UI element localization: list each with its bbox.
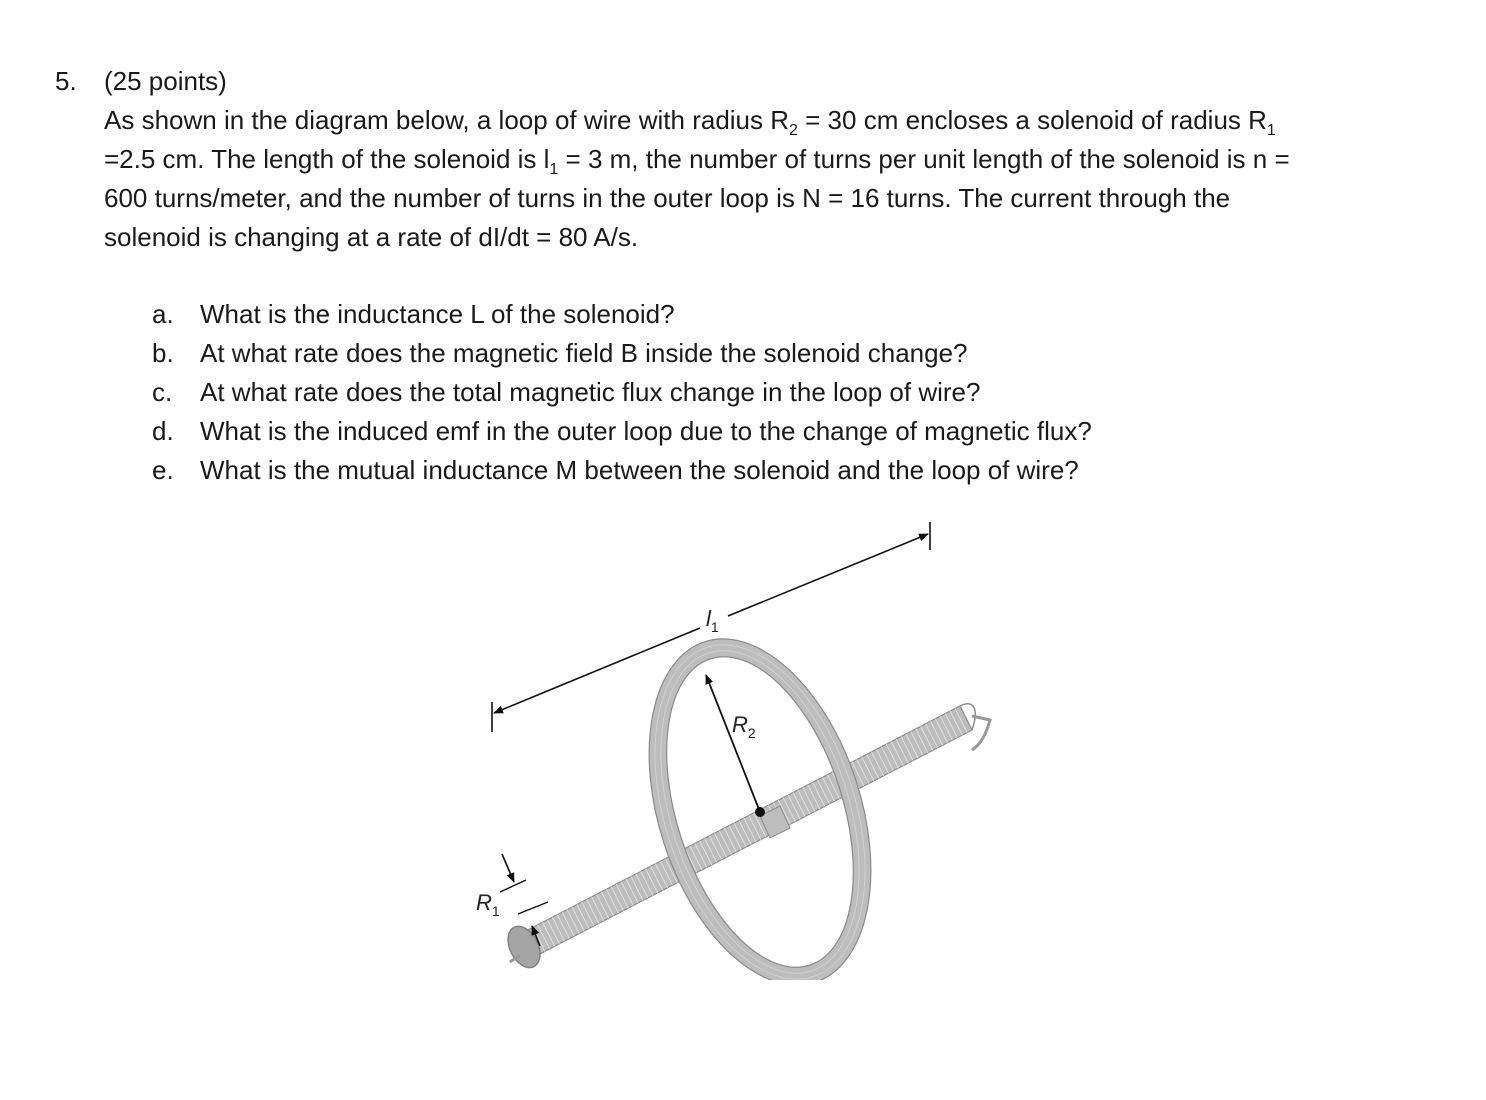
problem-5 — [55, 62, 1455, 252]
question-d: d. What is the induced emf in the outer loop due to the change of magnetic flux? — [152, 416, 1092, 446]
r2-label: $R_2$ — [732, 712, 756, 741]
solenoid-loop-diagram — [460, 510, 1020, 980]
stem-line-2: =2.5 cm. The length of the solenoid is $l_1 = 3$ m, the number of turns per unit length of the solenoid is n = — [104, 144, 1290, 178]
stem-line-4: solenoid is changing at a rate of dI/dt = 80 A/s. — [104, 222, 639, 252]
center-dot — [755, 807, 765, 817]
question-b: b. At what rate does the magnetic field B inside the solenoid change? — [152, 338, 968, 368]
question-c: c. At what rate does the total magnetic flux change in the loop of wire? — [152, 377, 981, 407]
problem-points: (25 points) — [104, 66, 227, 96]
question-a: a. What is the inductance L of the solenoid? — [152, 299, 675, 329]
length-label: $l_1$ — [706, 606, 719, 635]
stem-line-3: 600 turns/meter, and the number of turns in the outer loop is N = 16 turns. The current through the — [104, 183, 1231, 213]
r2-dimension — [706, 675, 765, 817]
stem-line-1: As shown in the diagram below, a loop of wire with radius $R_2 = 30$ cm encloses a solenoid of radius $R_1$ — [104, 105, 1276, 139]
length-dimension — [492, 522, 930, 732]
question-e: e. What is the mutual inductance M between the solenoid and the loop of wire? — [152, 455, 1079, 485]
outer-loop — [609, 611, 912, 980]
problem-statement — [104, 101, 1449, 257]
question-list — [152, 295, 1092, 490]
problem-number: 5. — [55, 66, 77, 96]
solenoid — [502, 704, 990, 973]
r1-label: $R_1$ — [476, 890, 500, 919]
problem-header — [55, 62, 1455, 101]
